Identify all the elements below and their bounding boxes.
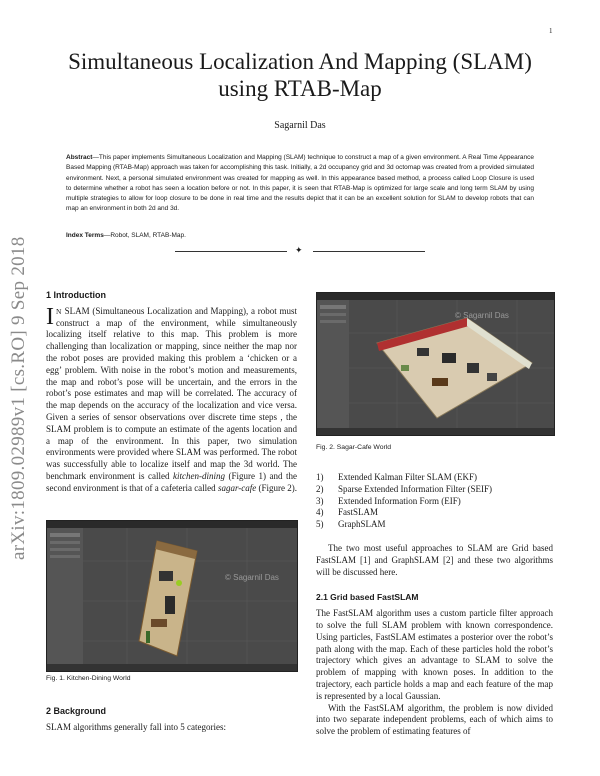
list-text: Sparse Extended Information Filter (SEIF) <box>338 483 492 494</box>
intro-text-c: (Figure 2). <box>256 482 297 493</box>
right-column <box>316 472 553 738</box>
fig1-watermark: © Sagarnil Das <box>225 573 279 582</box>
two-approaches-paragraph: The two most useful approaches to SLAM are Grid based FastSLAM [1] and GraphSLAM [2] and these two algorithms will be discussed here. <box>316 542 553 577</box>
intro-text-b: (Figure 1) and the second environment is that of a cafeteria called <box>46 470 297 493</box>
kitchen-dining-term: kitchen-dining <box>173 470 225 481</box>
list-number: 1) <box>316 472 324 482</box>
list-number: 5) <box>316 519 324 530</box>
fastslam-paragraph-2: With the FastSLAM algorithm, the problem is now divided into two separate independent problems, each of which aims to solve the problem of estimating features of <box>316 702 553 737</box>
abstract-text: —This paper implements Simultaneous Localization and Mapping (SLAM) technique to construct a map of a given environment. A Real Time Appearance Based Mapping (RTAB-Map) approach was taken for accomplishing this task. Initially, a 2d occupancy grid and 3d octomap was created from a provided simulated environment. Next, a personal simulated environment was created for mapping as well. In this appearance based method, a process called Loop Closure is used to determine whether a robot has seen a location before or not. In this paper, it is seen that RTAB-Map is optimized for large scale and long term SLAM by using multiple strategies to allow for loop closure to be done in real time and the results depict that it can be an excellent solution for SLAM to develop robots that can map an environment in both 2d and 3d. <box>66 154 534 213</box>
intro-text-a: SLAM (Simultaneous Localization and Mapping), a robot must construct a map of the environment, while simultaneously localizing itself relative to this map. This problem is more challenging than localization or mapping, since neither the map nor the robot poses are provided making this problem a ‘chicken or a egg’ problem. With noise in the robot’s motion and measurements, the map and robot’s pose will be uncertain, and the errors in the robot’s pose estimates and map will be correlated. The accuracy of the map depends on the accuracy of the localization and vice versa. Given a series of sensor observations over discrete time steps , the SLAM problem is to compute an estimate of the agents location and a map of the environment. In this paper, two simulation environments were provided where SLAM was performed. The robot was successfully able to localize itself and map the 3d world. The benchmark environment is called <box>46 305 297 481</box>
list-item <box>316 484 553 496</box>
list-item <box>316 472 553 484</box>
list-text: FastSLAM <box>338 507 379 518</box>
figure-1-caption: Fig. 1. Kitchen-Dining World <box>46 675 131 682</box>
index-terms-text: —Robot, SLAM, RTAB-Map. <box>103 232 186 239</box>
arxiv-identifier: arXiv:1809.02989v1 [cs.RO] 9 Sep 2018 <box>8 236 29 560</box>
drop-cap: I <box>46 303 54 330</box>
list-number: 4) <box>316 507 324 518</box>
page-number: 1 <box>549 27 553 35</box>
list-text: Extended Kalman Filter SLAM (EKF) <box>338 472 477 482</box>
section-heading-background: 2 Background <box>46 706 107 716</box>
author: Sagarnil Das <box>274 120 326 131</box>
abstract <box>66 153 534 215</box>
kitchen-dining-render <box>47 521 297 671</box>
background-paragraph: SLAM algorithms generally fall into 5 categories: <box>46 721 226 732</box>
drop-cap-lead: N <box>56 306 62 316</box>
index-terms <box>66 232 186 239</box>
section-heading-introduction: 1 Introduction <box>46 290 106 300</box>
divider-line-left <box>175 251 287 252</box>
fastslam-paragraph-1: The FastSLAM algorithm uses a custom particle filter approach to solve the full SLAM problem with known correspondence. Using particles, FastSLAM estimates a posterior over the robot’s path along with the map. Each of these particles hold the robot’s trajectory which gives an advantage to SLAM to solve the problem of mapping with known poses. In addition to the trajectory, each particle holds a map and each feature of the map is represented by a local Gaussian. <box>316 608 553 701</box>
sagar-cafe-render <box>317 293 554 435</box>
title-line-2: using RTAB-Map <box>218 76 382 101</box>
title-line-1: Simultaneous Localization And Mapping (SLAM) <box>68 49 532 74</box>
subsection-heading-grid-fastslam: 2.1 Grid based FastSLAM <box>316 592 419 603</box>
background-section <box>46 706 297 734</box>
list-item <box>316 507 553 519</box>
figure-sagar-cafe <box>316 292 555 436</box>
left-column <box>46 290 297 495</box>
list-item <box>316 496 553 508</box>
list-number: 3) <box>316 495 324 506</box>
abstract-label: Abstract <box>66 154 93 161</box>
section-divider <box>175 246 425 256</box>
figure-2-caption: Fig. 2. Sagar-Cafe World <box>316 444 392 451</box>
list-text: GraphSLAM <box>338 519 386 530</box>
list-number: 2) <box>316 483 324 494</box>
fig2-watermark: © Sagarnil Das <box>455 311 509 320</box>
paper-title <box>30 48 570 102</box>
sagar-cafe-term: sagar-cafe <box>217 482 257 493</box>
slam-categories-list <box>316 472 553 531</box>
list-item <box>316 519 553 531</box>
introduction-paragraph <box>46 303 297 495</box>
index-terms-label: Index Terms <box>66 232 104 239</box>
divider-ornament: ✦ <box>295 245 303 255</box>
divider-line-right <box>313 251 425 252</box>
list-text: Extended Information Form (EIF) <box>338 495 461 506</box>
figure-kitchen-dining <box>46 520 298 672</box>
